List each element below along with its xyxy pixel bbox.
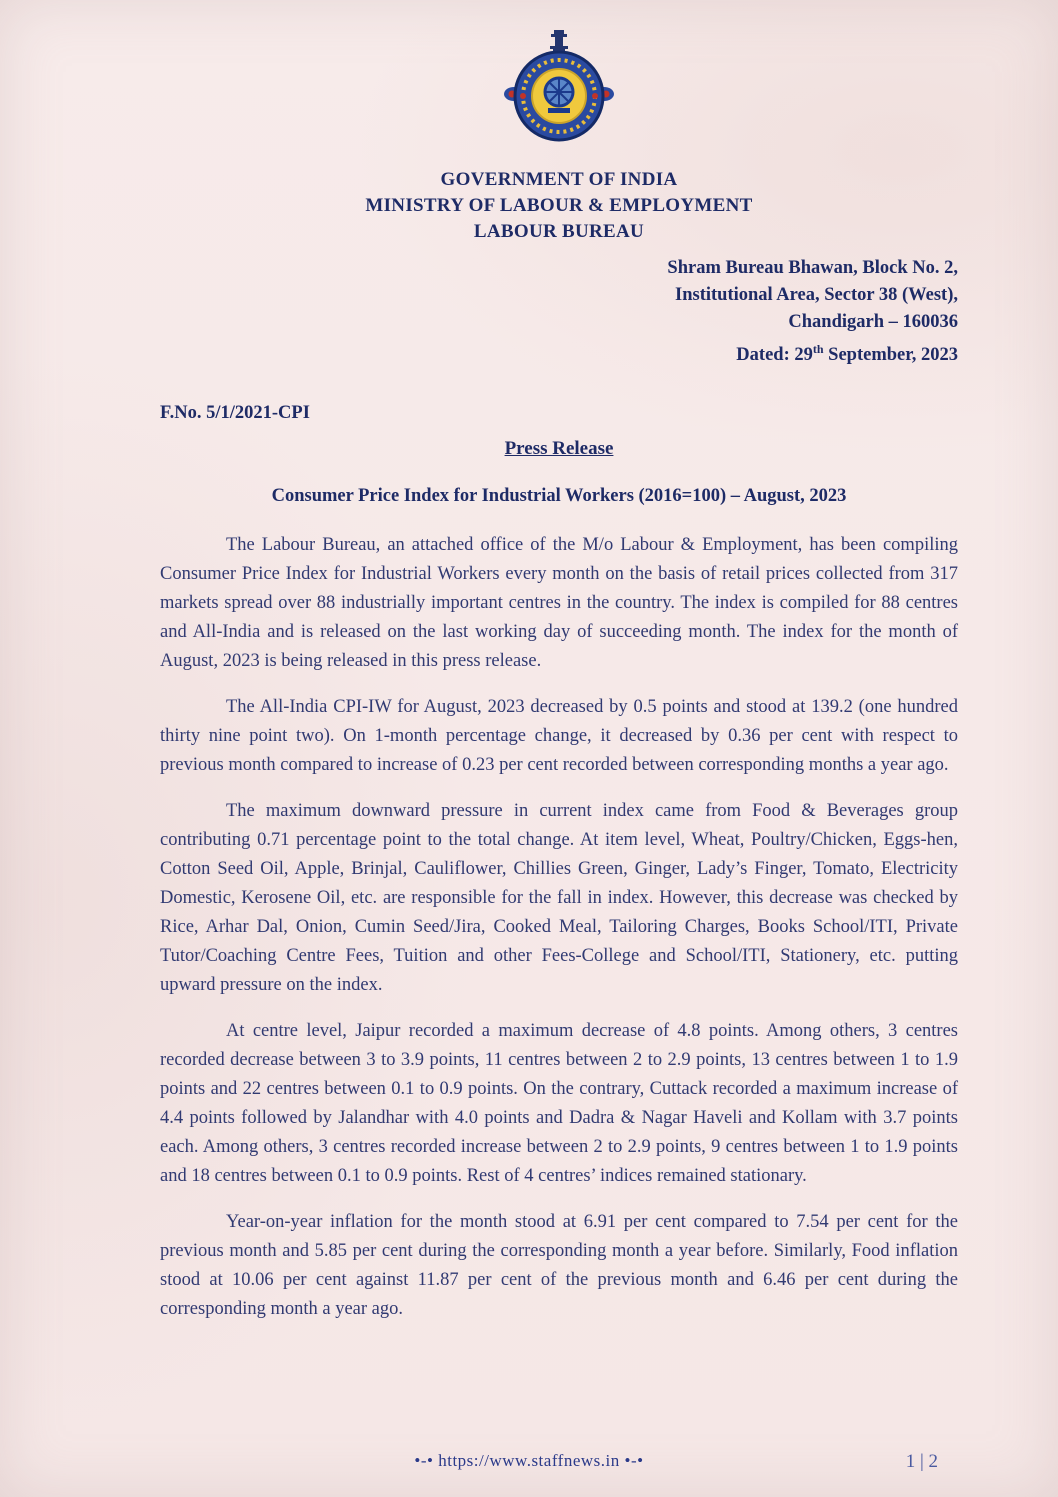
address-block (160, 255, 958, 369)
paragraph-2: The All-India CPI-IW for August, 2023 decreased by 0.5 points and stood at 139.2 (one hundred thirty nine point two). On 1-month percentage change, it decreased by 0.36 per cent with respect to previous month compared to increase of 0.23 per cent recorded between corresponding months a year ago. (160, 697, 958, 776)
page-number: 1 | 2 (905, 1451, 938, 1472)
document-title: Consumer Price Index for Industrial Workers (2016=100) – August, 2023 (271, 486, 847, 507)
address-line-2: Institutional Area, Sector 38 (West), (675, 285, 958, 305)
dated-line (160, 336, 958, 369)
org-ministry: MINISTRY OF LABOUR & EMPLOYMENT (365, 195, 753, 216)
address-line-3: Chandigarh – 160036 (788, 312, 958, 332)
paragraph-4: At centre level, Jaipur recorded a maximum decrease of 4.8 points. Among others, 3 centres recorded decrease between 3 to 3.9 points, 11 centres between 2 to 2.9 points, 13 centres between 1 to 1.9 points and 22 centres between 0.1 to 0.9 points. On the contrary, Cuttack recorded a maximum increase of 4.4 points followed by Jalandhar with 4.0 points and Dadra & Nagar Haveli and Kollam with 3.7 points each. Among others, 3 centres recorded increase between 2 to 2.9 points, 9 centres between 1 to 1.9 points and 18 centres between 0.1 to 0.9 points. Rest of 4 centres’ indices remained stationary. (160, 1021, 958, 1187)
press-release-heading: Press Release (504, 438, 614, 460)
dated-ordinal: th (812, 342, 824, 356)
org-government-of-india: GOVERNMENT OF INDIA (440, 169, 678, 190)
emblem-seal-icon (500, 28, 618, 156)
paragraph-1: The Labour Bureau, an attached office of the M/o Labour & Employment, has been compiling Consumer Price Index for Industrial Workers every month on the basis of retail prices collected from 317 markets spread over 88 industrially important centres in the country. The index is compiled for 88 centres and All-India and is released on the last working day of succeeding month. The index for the month of August, 2023 is being released in this press release. (160, 535, 958, 672)
dated-prefix: Dated: 29 (736, 345, 813, 366)
page-footer (0, 1451, 1058, 1471)
paragraph-5: Year-on-year inflation for the month stood at 6.91 per cent compared to 7.54 per cent for the previous month and 5.85 per cent during the corresponding month a year before. Similarly, Food inflation stood at 10.06 per cent against 11.87 per cent of the previous month and 6.46 per cent during the corresponding month a year ago. (160, 1212, 958, 1320)
file-number: F.No. 5/1/2021-CPI (160, 403, 310, 424)
dated-suffix: September, 2023 (823, 345, 958, 366)
document-body (160, 531, 958, 1324)
paragraph-3: The maximum downward pressure in current index came from Food & Beverages group contributing 0.71 percentage point to the total change. At item level, Wheat, Poultry/Chicken, Eggs-hen, Cotton Seed Oil, Apple, Brinjal, Cauliflower, Chillies Green, Ginger, Lady’s Finger, Tomato, Electricity Domestic, Kerosene Oil, etc. are responsible for the fall in index. However, this decrease was checked by Rice, Arhar Dal, Onion, Cumin Seed/Jira, Cooked Meal, Tailoring Charges, Books School/ITI, Private Tutor/Coaching Centre Fees, Tuition and other Fees-College and School/ITI, Stationery, etc. putting upward pressure on the index. (160, 801, 958, 996)
org-labour-bureau: LABOUR BUREAU (473, 221, 645, 242)
labour-bureau-emblem (160, 28, 958, 161)
address-line-1: Shram Bureau Bhawan, Block No. 2, (667, 258, 958, 278)
website-watermark: •-• https://www.staffnews.in •-• (414, 1451, 644, 1470)
